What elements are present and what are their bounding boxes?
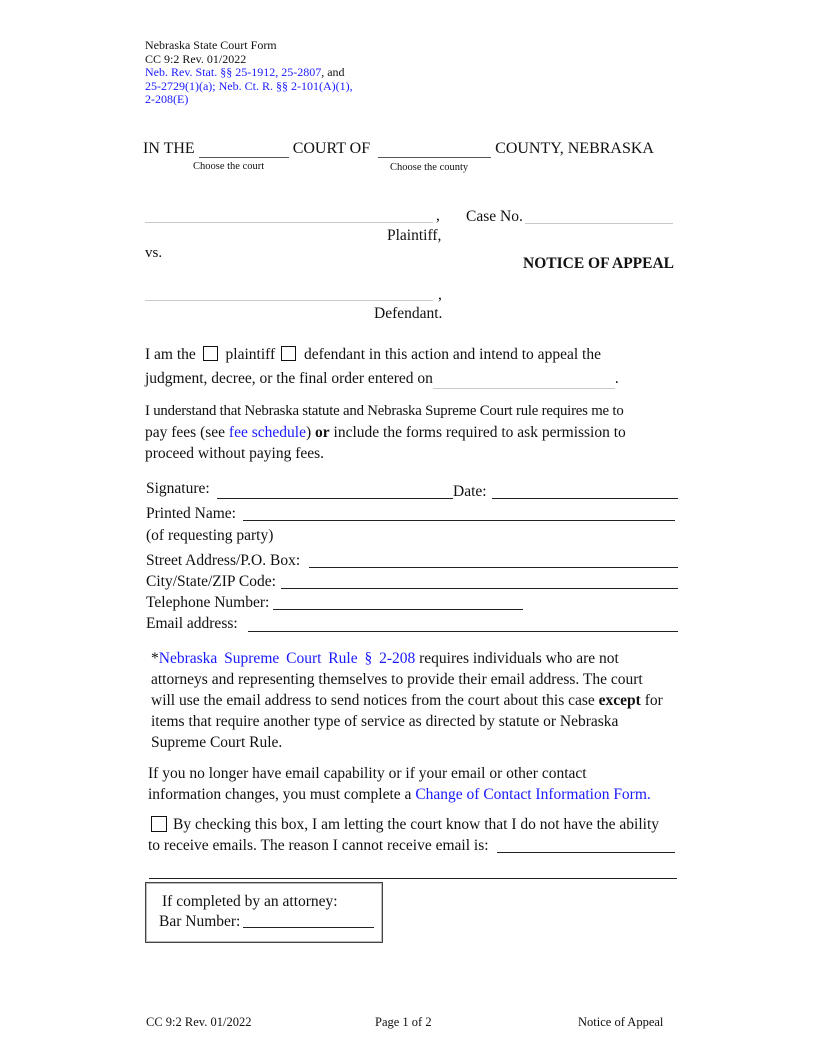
plaintiff-label: Plaintiff, [387, 227, 442, 244]
plaintiff-checkbox[interactable] [203, 346, 218, 361]
party-selection [145, 344, 601, 365]
statutes-line-2[interactable]: 25-2729(1)(a); Neb. Ct. R. §§ 2-101(A)(1), [145, 78, 353, 93]
court-caption [143, 140, 654, 158]
email-label: Email address: [146, 615, 238, 632]
rule-note [151, 648, 681, 753]
rule-note-line-1 [151, 648, 681, 669]
defendant-checkbox[interactable] [281, 346, 296, 361]
date-field[interactable] [492, 498, 678, 499]
case-number-field[interactable] [525, 223, 673, 224]
form-header [145, 39, 353, 107]
email-field[interactable] [248, 631, 678, 632]
printed-name-field[interactable] [243, 520, 675, 521]
fee-schedule-link[interactable]: fee schedule [228, 424, 306, 441]
defendant-option-text: defendant in this action and intend to appeal the [303, 346, 601, 363]
judgment-line [145, 368, 619, 389]
rule-note-line-3 [151, 690, 681, 711]
contact-change-line-1: If you no longer have email capability or if your email or other contact [148, 765, 587, 782]
bar-number-field[interactable] [243, 927, 374, 928]
rule-note-line-2: attorneys and representing themselves to provide their email address. The court [151, 671, 643, 688]
fees-text-mid: ) [305, 424, 315, 441]
defendant-comma: , [438, 286, 442, 303]
contact-change-text: information changes, you must complete a [148, 786, 416, 803]
printed-name-label: Printed Name: [146, 505, 236, 522]
attorney-box [145, 882, 383, 943]
in-the-label: IN THE [143, 140, 195, 157]
no-email-reason-field[interactable] [497, 852, 675, 853]
footer-form-title: Notice of Appeal [578, 1015, 664, 1029]
rule-note-line-4: items that require another type of service as directed by statute or Nebraska [151, 713, 619, 730]
statutes-link[interactable]: Neb. Rev. Stat. §§ 25-1912, 25-2807 [145, 65, 322, 79]
signature-label: Signature: [146, 480, 210, 497]
statutes-line-3[interactable]: 2-208(E) [145, 92, 189, 106]
no-email-reason-continued-field[interactable] [149, 878, 677, 879]
bar-number-label: Bar Number: [159, 913, 241, 930]
rule-note-text-3: will use the email address to send notices from the court about this case [151, 692, 599, 709]
street-address-label: Street Address/P.O. Box: [146, 552, 301, 569]
contact-change-paragraph [148, 763, 651, 805]
judgment-date-field[interactable] [433, 374, 615, 389]
signature-field[interactable] [217, 498, 453, 499]
supreme-court-rule-link[interactable]: Nebraska Supreme Court Rule § 2-208 [158, 650, 416, 667]
court-hint: Choose the court [193, 161, 265, 172]
telephone-field[interactable] [273, 609, 523, 610]
county-hint: Choose the county [390, 162, 469, 173]
i-am-the-label: I am the [145, 346, 196, 363]
case-no-label: Case No. [466, 208, 523, 225]
county-nebraska-label: COUNTY, NEBRASKA [495, 140, 654, 157]
defendant-label: Defendant. [374, 305, 443, 322]
plaintiff-option-label: plaintiff [225, 346, 276, 363]
footer-form-revision: CC 9:2 Rev. 01/2022 [146, 1015, 252, 1029]
city-state-zip-label: City/State/ZIP Code: [146, 573, 276, 590]
no-email-checkbox[interactable] [151, 816, 167, 832]
judgment-text: judgment, decree, or the final order entered on [145, 370, 433, 387]
attorney-box-heading: If completed by an attorney: [162, 893, 338, 910]
fees-paragraph [145, 401, 626, 464]
street-address-field[interactable] [309, 567, 678, 568]
city-state-zip-field[interactable] [281, 588, 678, 589]
fees-line-1: I understand that Nebraska statute and Nebraska Supreme Court rule requires me to [145, 403, 624, 419]
rule-note-text-1: requires individuals who are not [415, 650, 619, 667]
telephone-label: Telephone Number: [146, 594, 270, 611]
fees-line-2 [145, 422, 626, 443]
statutes-line-1 [145, 66, 353, 80]
rule-note-text-3-post: for [640, 692, 663, 709]
fees-text-post: include the forms required to ask permission to [329, 424, 626, 441]
plaintiff-name-field[interactable] [145, 222, 433, 223]
statutes-suffix: , and [321, 65, 345, 79]
judgment-period: . [614, 370, 619, 387]
contact-change-line-2 [148, 784, 651, 805]
no-email-line-1: By checking this box, I am letting the court know that I do not have the ability [173, 816, 659, 833]
or-bold: or [315, 424, 330, 441]
except-bold: except [598, 692, 641, 709]
plaintiff-comma: , [436, 207, 440, 224]
fees-text-pre: pay fees (see [145, 424, 229, 441]
rule-note-line-5: Supreme Court Rule. [151, 734, 283, 751]
form-name: Nebraska State Court Form [145, 38, 277, 52]
no-email-line-2: to receive emails. The reason I cannot receive email is: [148, 837, 489, 854]
form-revision: CC 9:2 Rev. 01/2022 [145, 51, 247, 66]
rule-note-star: * [151, 650, 159, 667]
date-label: Date: [453, 483, 487, 500]
document-title: NOTICE OF APPEAL [523, 255, 674, 272]
fees-line-3: proceed without paying fees. [145, 445, 325, 462]
footer-page-number: Page 1 of 2 [375, 1015, 432, 1029]
vs-label: vs. [145, 245, 163, 261]
court-select[interactable] [199, 143, 289, 158]
county-select[interactable] [378, 143, 491, 158]
requesting-party-label: (of requesting party) [146, 527, 274, 544]
change-of-contact-form-link[interactable]: Change of Contact Information Form. [415, 786, 651, 803]
court-of-label: COURT OF [292, 140, 371, 157]
defendant-name-field[interactable] [145, 300, 433, 301]
